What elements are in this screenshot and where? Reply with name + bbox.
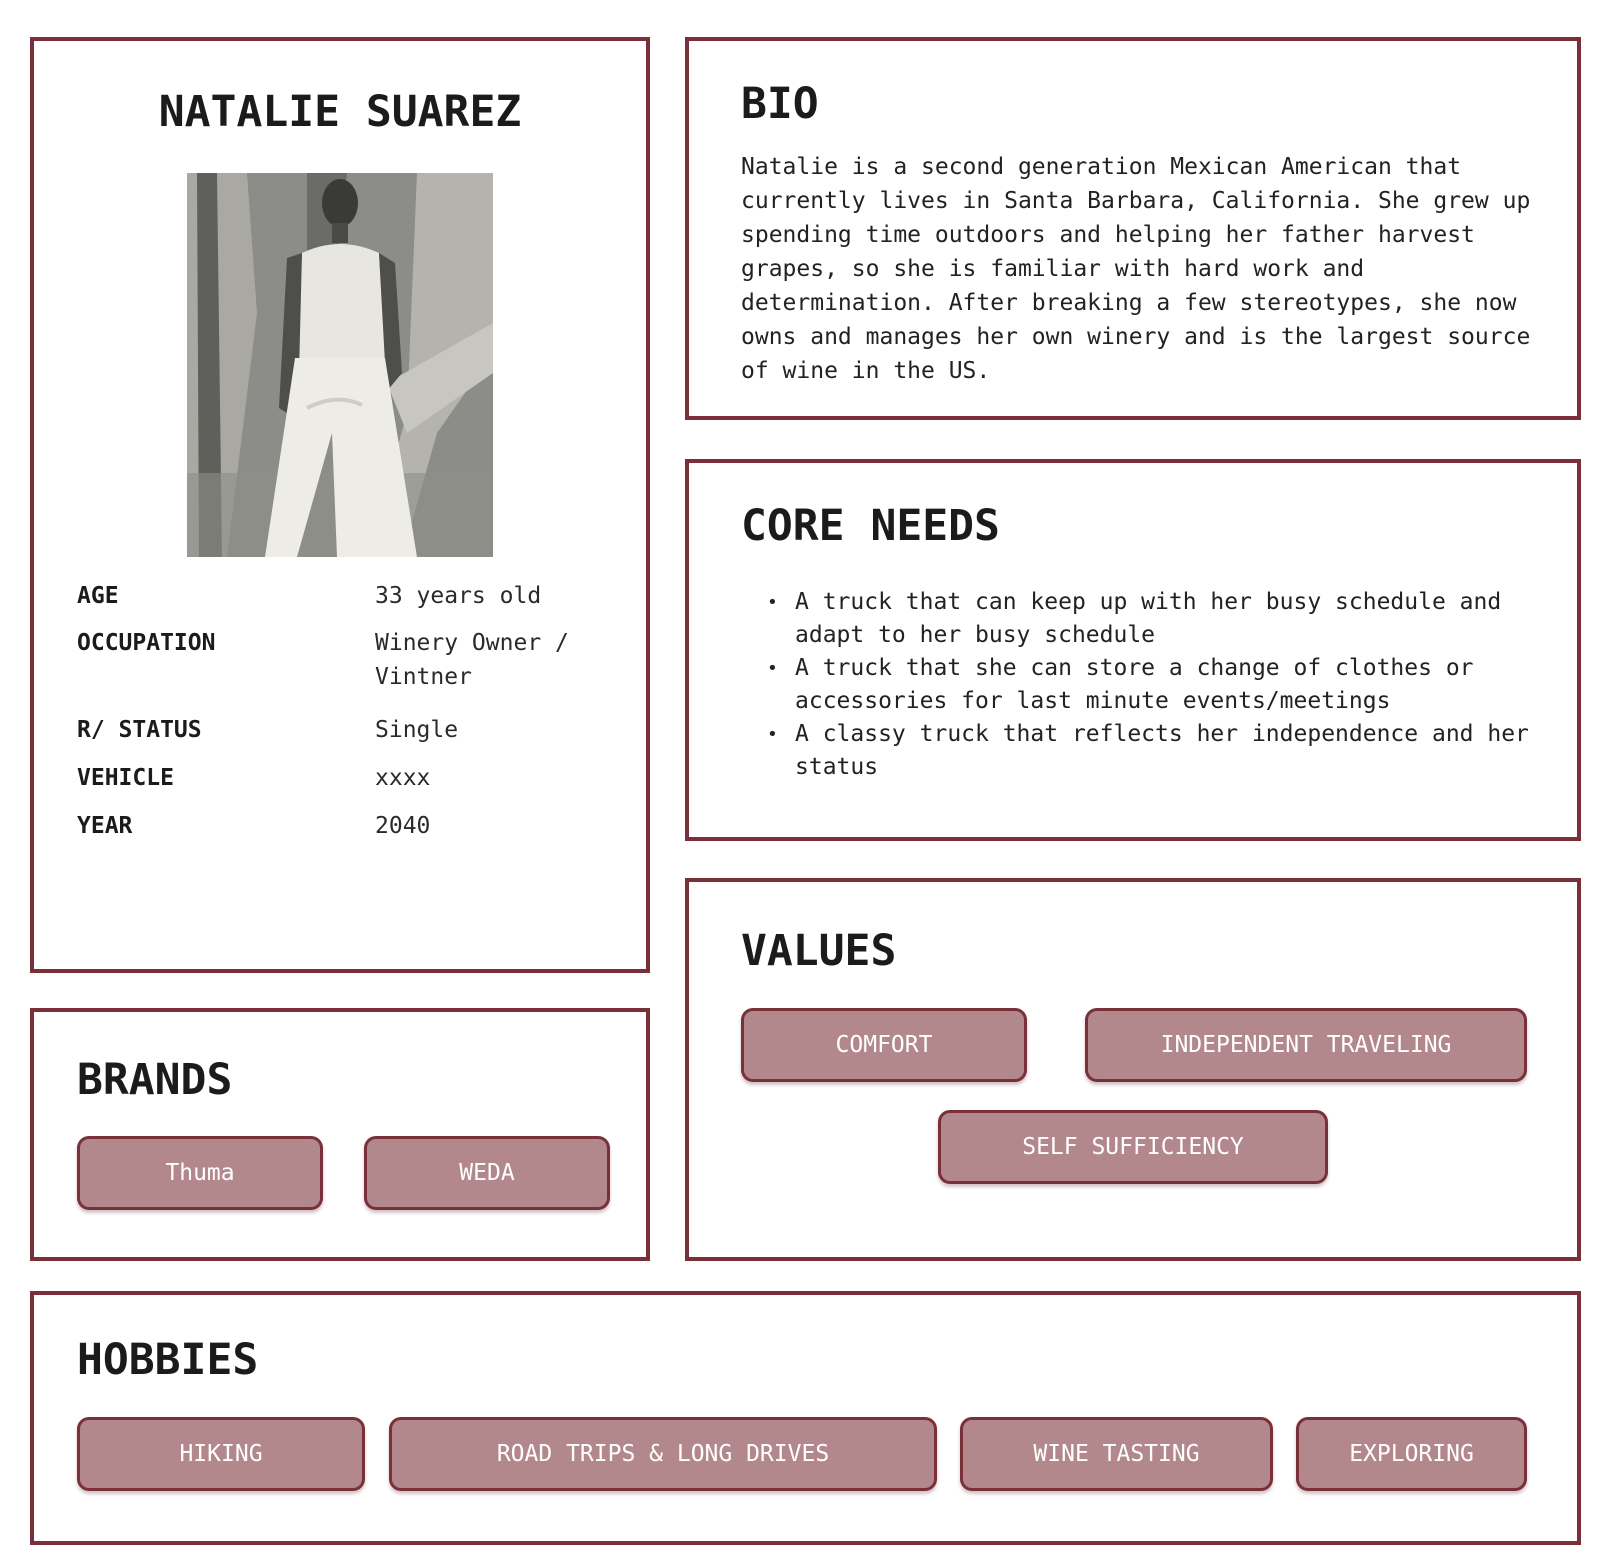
info-label: R/ STATUS: [77, 717, 202, 743]
info-value: 33 years old: [375, 583, 542, 609]
hobby-tag-road-trips: ROAD TRIPS & LONG DRIVES: [389, 1417, 937, 1491]
bio-card: [685, 37, 1581, 420]
brands-heading: BRANDS: [77, 1055, 233, 1105]
core-need-item: • A classy truck that reflects her independence and her status: [741, 718, 1551, 784]
bio-heading: BIO: [741, 79, 819, 129]
hobby-tag-exploring: EXPLORING: [1296, 1417, 1527, 1491]
value-tag-comfort: COMFORT: [741, 1008, 1027, 1082]
values-card: [685, 878, 1581, 1261]
brand-tag-thuma: Thuma: [77, 1136, 323, 1210]
hobby-tag-wine-tasting: WINE TASTING: [960, 1417, 1273, 1491]
value-tag-independent-traveling: INDEPENDENT TRAVELING: [1085, 1008, 1527, 1082]
hobby-tag-hiking: HIKING: [77, 1417, 365, 1491]
brands-card: [30, 1008, 650, 1261]
core-needs-heading: CORE NEEDS: [741, 501, 1000, 551]
core-need-item: • A truck that she can store a change of clothes or accessories for last minute events/meetings: [741, 652, 1551, 718]
profile-card: [30, 37, 650, 973]
core-needs-card: [685, 459, 1581, 841]
photo-illustration: [187, 173, 493, 557]
bio-text: Natalie is a second generation Mexican American that currently lives in Santa Barbara, California. She grew up spending time outdoors and helping her father harvest grapes, so she is familiar with hard work and determination. After breaking a few stereotypes, she now owns and manages her own winery and is the largest source of wine in the US.: [741, 154, 1531, 384]
hobbies-heading: HOBBIES: [77, 1335, 259, 1385]
info-value: 2040: [375, 813, 431, 839]
hobbies-card: [30, 1291, 1581, 1545]
info-label: VEHICLE: [77, 765, 174, 791]
core-need-item: • A truck that can keep up with her busy schedule and adapt to her busy schedule: [741, 586, 1551, 652]
value-tag-self-sufficiency: SELF SUFFICIENCY: [938, 1110, 1328, 1184]
persona-photo: [187, 173, 493, 557]
info-value: xxxx: [375, 765, 431, 791]
brand-tag-weda: WEDA: [364, 1136, 610, 1210]
values-heading: VALUES: [741, 926, 897, 976]
info-label: AGE: [77, 583, 119, 609]
info-label: YEAR: [77, 813, 133, 839]
persona-name: NATALIE SUAREZ: [158, 87, 522, 137]
core-needs-list: [741, 586, 1551, 784]
info-label: OCCUPATION: [77, 630, 216, 656]
info-value: Winery Owner / Vintner: [375, 630, 569, 690]
info-value: Single: [375, 717, 459, 743]
